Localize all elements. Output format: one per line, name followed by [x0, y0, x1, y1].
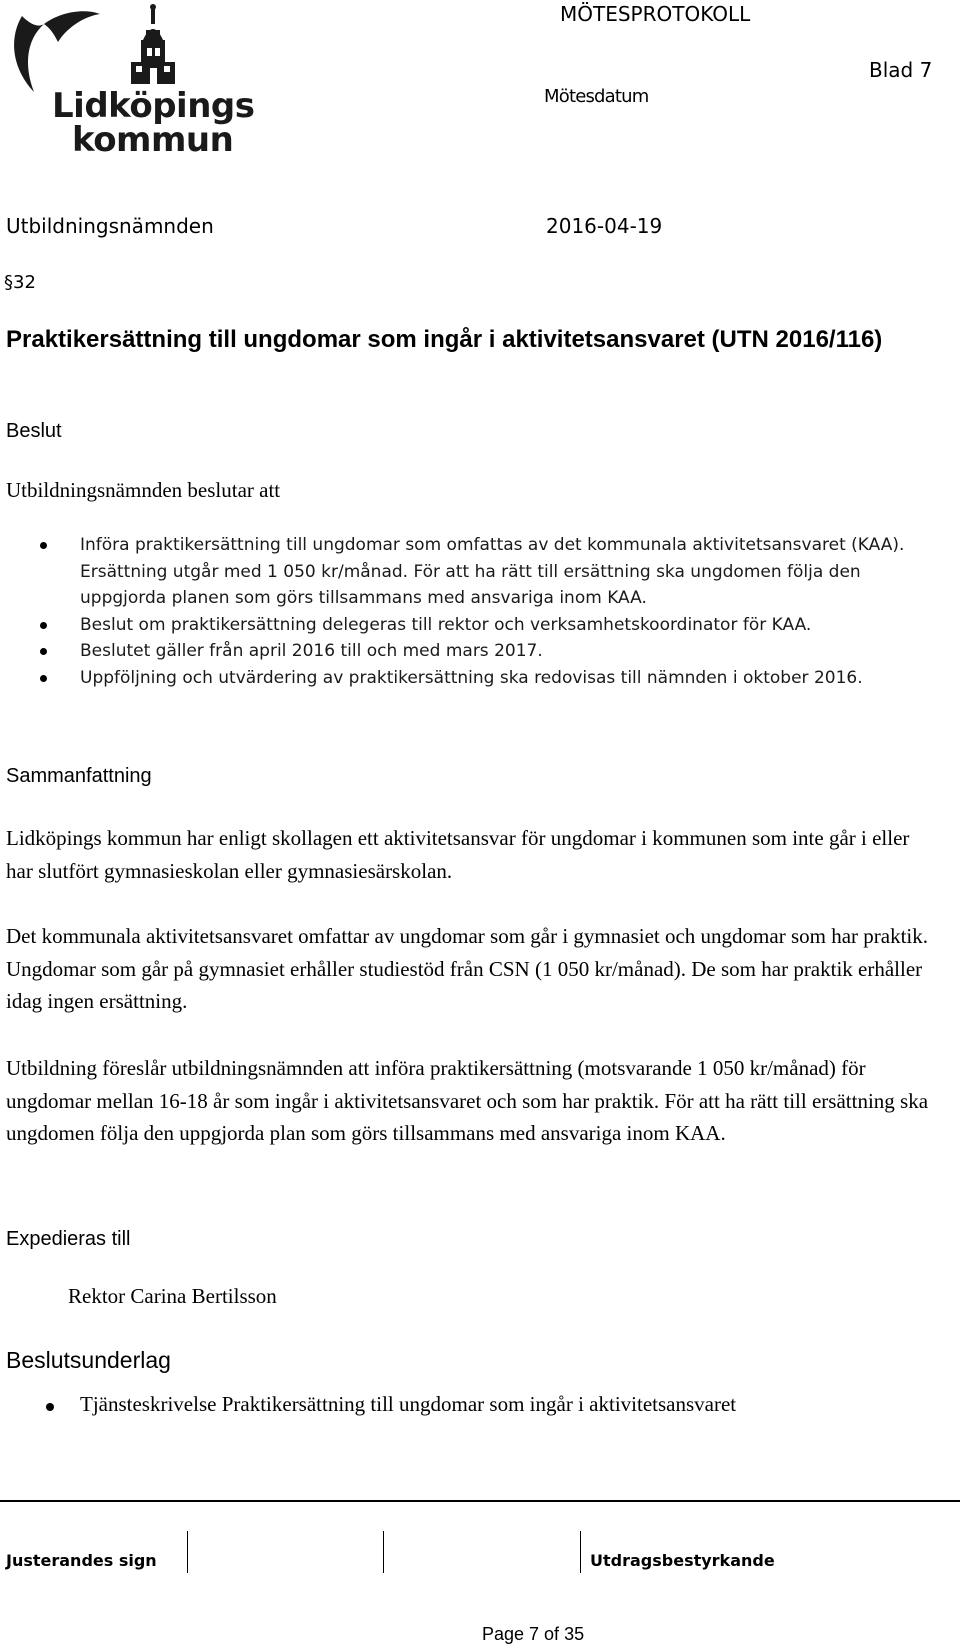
- logo-wordmark-line2: kommun: [72, 120, 234, 160]
- summary-paragraph: Det kommunala aktivitetsansvaret omfattar av ungdomar som går i gymnasiet och ungdomar som har praktik. Ungdomar som går på gymnasiet erhåller studiestöd från CSN (1 050 kr/månad). De som har praktik erhåller idag ingen ersättning.: [6, 924, 929, 1013]
- summary-paragraph: Lidköpings kommun har enligt skollagen ett aktivitetsansvar för ungdomar i kommunen som inte går i eller har slutfört gymnasieskolan eller gymnasiesärskolan.: [6, 826, 910, 883]
- bullet-dot: [46, 1403, 54, 1411]
- municipality-logo-emblem: [4, 2, 204, 98]
- signature-label: Justerandes sign: [6, 1551, 157, 1570]
- signature-box-divider: [187, 1531, 188, 1573]
- decision-item: Beslut om praktikersättning delegeras till rektor och verksamhetskoordinator för KAA.: [40, 612, 940, 639]
- committee-name: Utbildningsnämnden: [6, 214, 214, 238]
- sheet-number: Blad 7: [869, 58, 933, 82]
- basis-heading: Beslutsunderlag: [6, 1347, 171, 1373]
- section-title: Praktikersättning till ungdomar som ingår i aktivitetsansvaret (UTN 2016/116): [6, 326, 883, 353]
- decision-intro: Utbildningsnämnden beslutar att: [6, 478, 281, 502]
- page-number: Page 7 of 35: [482, 1624, 585, 1644]
- logo-wordmark-line1: Lidköpings: [52, 86, 255, 126]
- footer-divider: [0, 1500, 960, 1502]
- signature-box-divider: [580, 1531, 581, 1573]
- paragraph-number: §32: [4, 272, 36, 293]
- decision-item: Uppföljning och utvärdering av praktikersättning ska redovisas till nämnden i oktober 2016.: [40, 665, 940, 692]
- protocol-title: MÖTESPROTOKOLL: [560, 2, 751, 26]
- signature-box-divider: [383, 1531, 384, 1573]
- meeting-date-label: Mötesdatum: [544, 86, 649, 107]
- decision-list: [40, 532, 940, 691]
- summary-paragraph: Utbildning föreslår utbildningsnämnden att införa praktikersättning (motsvarande 1 050 kr/månad) för ungdomar mellan 16-18 år som ingår i aktivitetsansvaret och som har praktik. För att ha rätt till ersättning ska ungdomen följa den uppgjorda plan som görs tillsammans med ansvariga inom KAA.: [6, 1056, 929, 1145]
- basis-item: Tjänsteskrivelse Praktikersättning till ungdomar som ingår i aktivitetsansvaret: [80, 1392, 737, 1416]
- extract-certification-label: Utdragsbestyrkande: [590, 1551, 775, 1570]
- meeting-date: 2016-04-19: [546, 214, 663, 238]
- summary-heading: Sammanfattning: [6, 765, 152, 787]
- decision-heading: Beslut: [6, 420, 62, 442]
- decision-item: Införa praktikersättning till ungdomar som omfattas av det kommunala aktivitetsansvaret (KAA). Ersättning utgår med 1 050 kr/månad. För att ha rätt till ersättning ska ungdomen följa den uppgjorda planen som görs tillsammans med ansvariga inom KAA.: [40, 532, 940, 612]
- sent-to-recipient: Rektor Carina Bertilsson: [68, 1284, 277, 1308]
- decision-item: Beslutet gäller från april 2016 till och med mars 2017.: [40, 638, 940, 665]
- sent-to-heading: Expedieras till: [6, 1228, 131, 1250]
